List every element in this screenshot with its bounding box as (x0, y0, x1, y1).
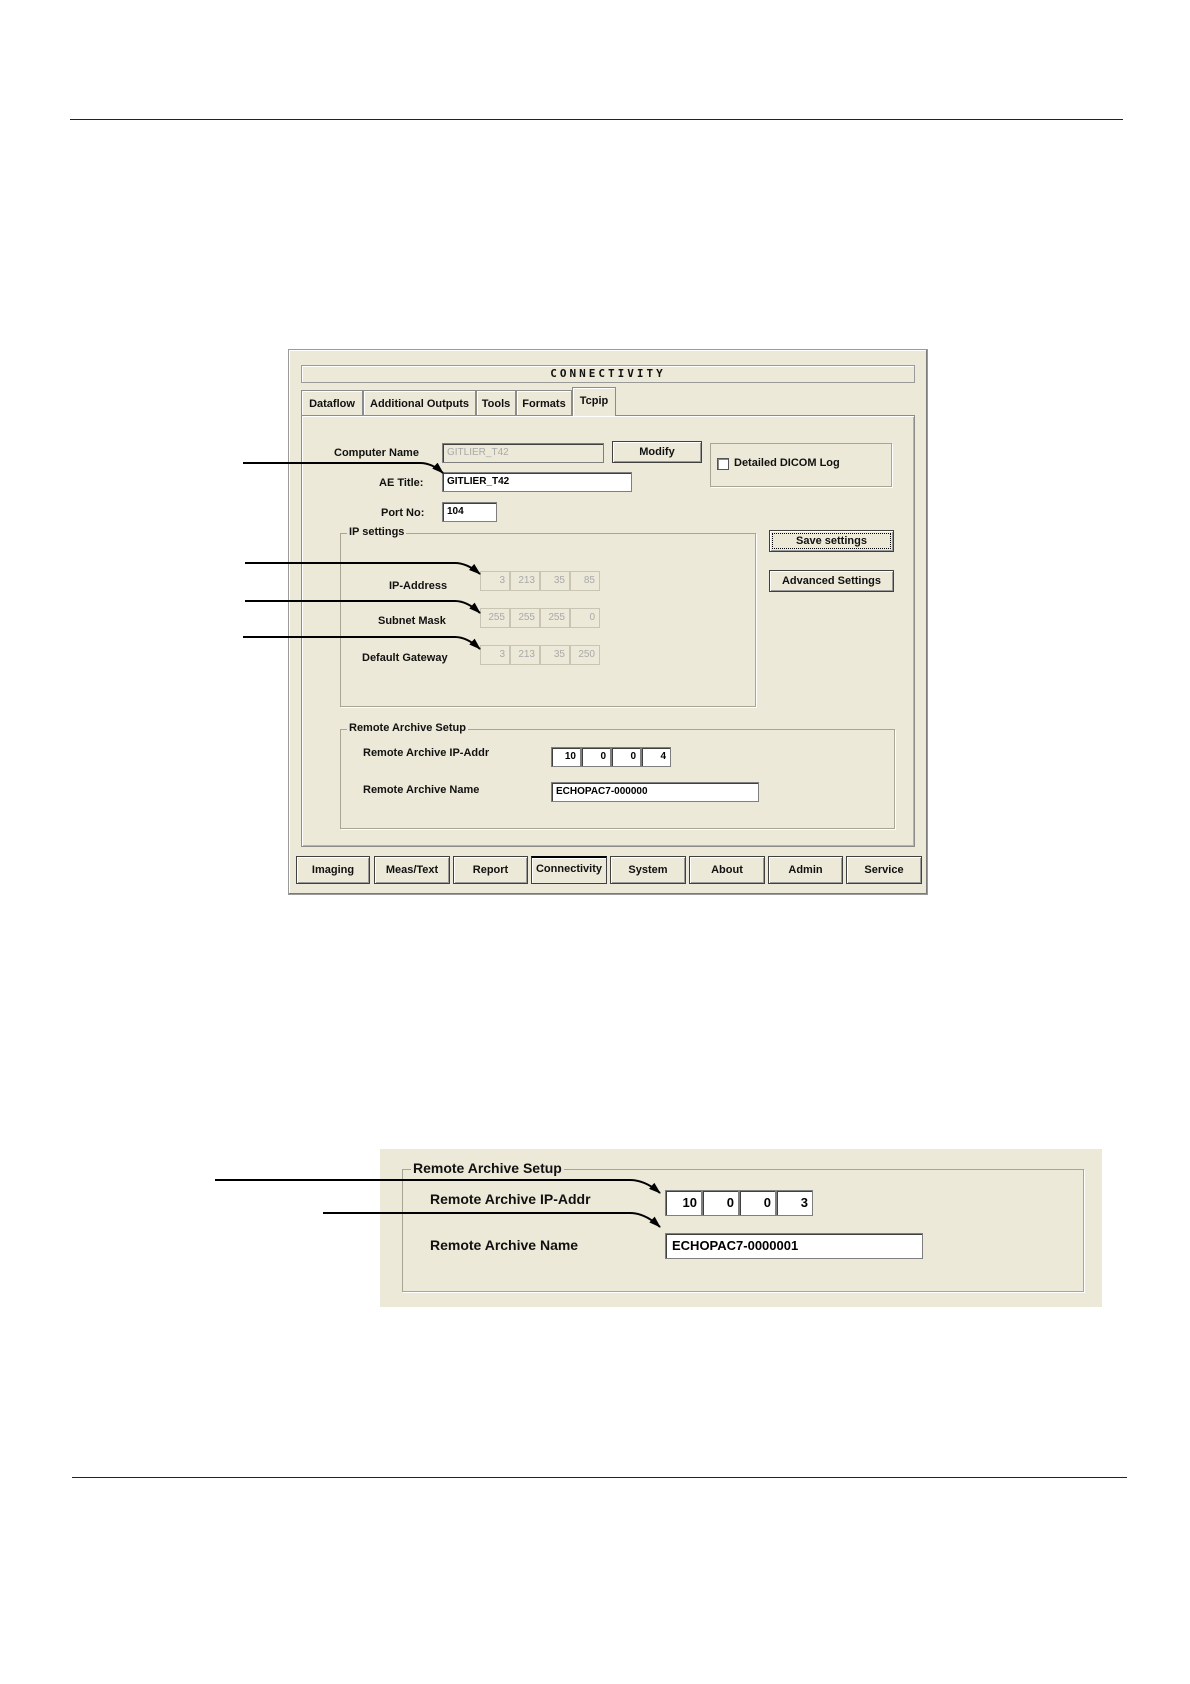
zoom-remote-archive-name-input[interactable]: ECHOPAC7-0000001 (665, 1233, 923, 1259)
remote-archive-ip-input[interactable] (551, 747, 671, 767)
zoom-remote-archive-name-label: Remote Archive Name (430, 1237, 579, 1253)
ip-settings-legend: IP settings (349, 526, 405, 538)
nav-connectivity[interactable]: Connectivity (531, 856, 607, 884)
nav-meas-text[interactable]: Meas/Text (374, 856, 450, 884)
subnet-mask-label: Subnet Mask (378, 615, 446, 627)
default-gateway-label: Default Gateway (362, 652, 448, 664)
tab-tools[interactable]: Tools (476, 390, 516, 416)
nav-imaging[interactable]: Imaging (296, 856, 370, 884)
subnet-mask-input[interactable] (480, 608, 600, 628)
ip-octet: 85 (570, 571, 600, 591)
zoom-remote-archive-legend: Remote Archive Setup (413, 1160, 562, 1176)
tab-formats[interactable]: Formats (516, 390, 572, 416)
ip-octet: 10 (665, 1190, 702, 1216)
zoom-remote-archive-group (402, 1160, 1084, 1292)
tcpip-panel (301, 415, 915, 847)
detailed-dicom-log-checkbox[interactable] (717, 458, 729, 470)
remote-archive-group (340, 722, 895, 829)
ip-octet: 35 (540, 645, 570, 665)
port-input[interactable]: 104 (442, 502, 497, 522)
dicom-log-group (710, 443, 892, 487)
ip-octet: 250 (570, 645, 600, 665)
remote-archive-ip-label: Remote Archive IP-Addr (363, 747, 490, 759)
port-label: Port No: (381, 507, 425, 519)
ip-octet: 3 (776, 1190, 813, 1216)
ip-octet: 3 (480, 571, 510, 591)
save-settings-label: Save settings (772, 533, 891, 549)
ip-address-input[interactable] (480, 571, 600, 591)
tab-additional-outputs[interactable]: Additional Outputs (363, 390, 476, 416)
nav-report[interactable]: Report (453, 856, 528, 884)
ip-octet: 35 (540, 571, 570, 591)
modify-button[interactable]: Modify (612, 441, 702, 463)
nav-system[interactable]: System (610, 856, 686, 884)
ip-settings-group (340, 526, 756, 707)
remote-archive-legend: Remote Archive Setup (349, 722, 466, 734)
advanced-settings-button[interactable]: Advanced Settings (769, 570, 894, 592)
nav-service[interactable]: Service (846, 856, 922, 884)
ip-octet: 3 (480, 645, 510, 665)
remote-archive-name-input[interactable]: ECHOPAC7-000000 (551, 782, 759, 802)
nav-about[interactable]: About (689, 856, 765, 884)
ip-octet: 213 (510, 645, 540, 665)
ip-octet: 0 (739, 1190, 776, 1216)
default-gateway-input[interactable] (480, 645, 600, 665)
ip-octet: 213 (510, 571, 540, 591)
ip-octet: 0 (611, 747, 641, 767)
ip-octet: 0 (702, 1190, 739, 1216)
detailed-dicom-log-label: Detailed DICOM Log (734, 457, 840, 469)
computer-name-field[interactable]: GITLIER_T42 (442, 443, 604, 463)
save-settings-button[interactable] (769, 530, 894, 552)
ip-octet: 4 (641, 747, 671, 767)
zoom-remote-archive-ip-label: Remote Archive IP-Addr (430, 1191, 591, 1207)
zoom-remote-archive-ip-input[interactable] (665, 1190, 813, 1210)
ae-title-label: AE Title: (379, 477, 424, 489)
computer-name-label: Computer Name (334, 447, 419, 459)
dialog-title: CONNECTIVITY (301, 365, 915, 383)
nav-admin[interactable]: Admin (768, 856, 843, 884)
footer-rule (72, 1477, 1127, 1478)
connectivity-dialog (288, 349, 928, 895)
tab-dataflow[interactable]: Dataflow (301, 390, 363, 416)
ip-octet: 0 (581, 747, 611, 767)
tab-tcpip[interactable]: Tcpip (572, 387, 616, 416)
ip-octet: 10 (551, 747, 581, 767)
ip-octet: 255 (540, 608, 570, 628)
ae-title-input[interactable]: GITLIER_T42 (442, 472, 632, 492)
remote-archive-zoom-panel (380, 1149, 1102, 1307)
ip-octet: 255 (510, 608, 540, 628)
remote-archive-name-label: Remote Archive Name (363, 784, 480, 796)
ip-octet: 255 (480, 608, 510, 628)
header-rule (70, 119, 1123, 120)
ip-octet: 0 (570, 608, 600, 628)
ip-address-label: IP-Address (389, 580, 448, 592)
